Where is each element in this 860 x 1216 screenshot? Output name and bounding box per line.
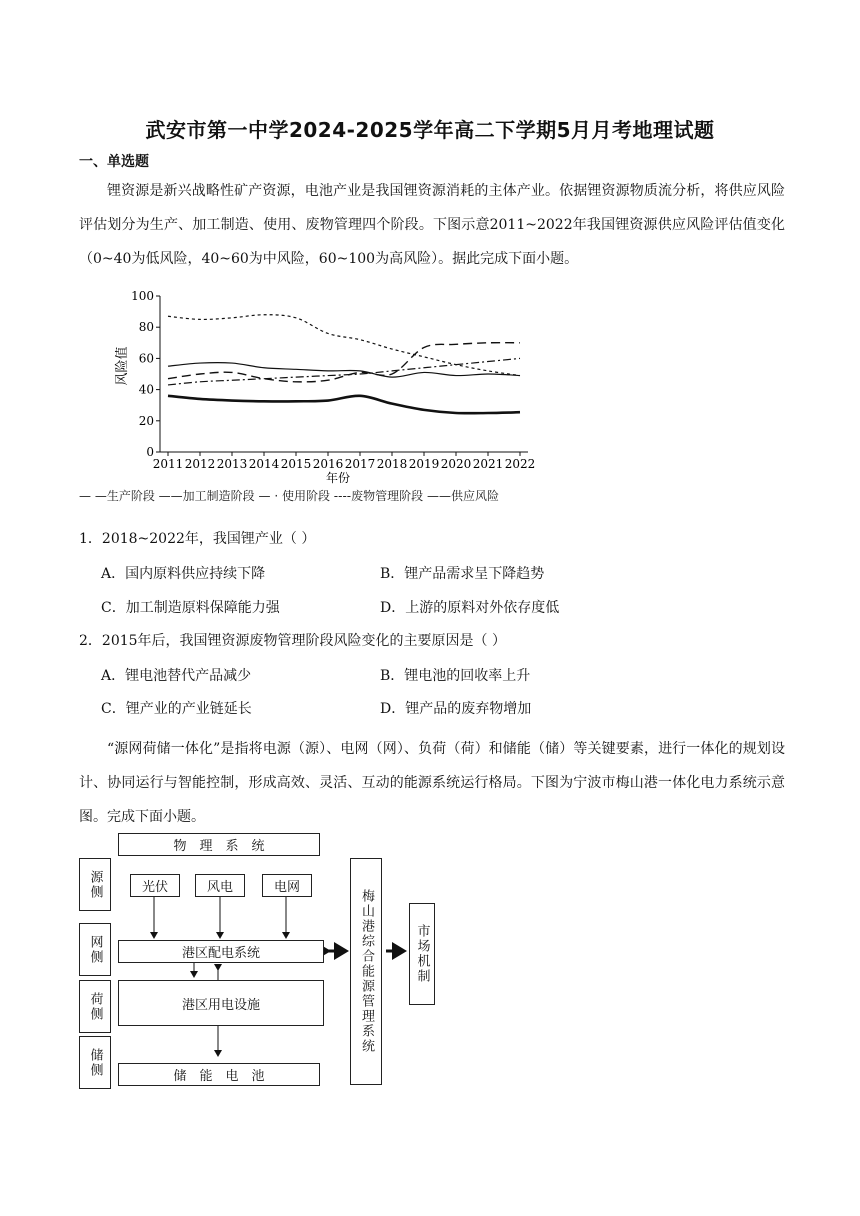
- distribution-box: 港区配电系统: [118, 940, 324, 963]
- storage-side-box: 储侧: [79, 1036, 111, 1089]
- market-mechanism-box: 市场机制: [409, 903, 435, 1005]
- x-tick-label: 2017: [344, 457, 376, 471]
- intro-paragraph-1: [79, 174, 785, 276]
- x-tick-label: 2021: [472, 457, 504, 471]
- source-side-box: 源侧: [79, 858, 111, 911]
- legend-production: — —生产阶段: [79, 489, 155, 503]
- y-tick-label: 80: [138, 320, 154, 335]
- facilities-box: 港区用电设施: [118, 980, 324, 1026]
- question-1-option-d: D．上游的原料对外依存度低: [380, 600, 560, 616]
- intro-paragraph-2: [79, 732, 785, 834]
- question-2-stem: 2．2015年后，我国锂资源废物管理阶段风险变化的主要原因是（ ）: [79, 633, 506, 649]
- page-title: 武安市第一中学2024-2025学年高二下学期5月月考地理试题: [145, 118, 715, 142]
- load-side-box: 荷侧: [79, 980, 111, 1033]
- management-system-box: 梅山港综合能源管理系统: [350, 858, 382, 1085]
- grid-box: 电网: [262, 874, 312, 897]
- question-1-stem: 1．2018~2022年，我国锂产业（ ）: [79, 531, 316, 547]
- pv-box: 光伏: [130, 874, 180, 897]
- wind-box: 风电: [195, 874, 245, 897]
- legend-supply-risk: ——供应风险: [426, 489, 499, 503]
- x-tick-label: 2019: [408, 457, 440, 471]
- question-1-option-a: A．国内原料供应持续下降: [101, 566, 266, 582]
- physical-system-box: 物 理 系 统: [118, 833, 320, 856]
- x-axis-label: 年份: [325, 471, 351, 484]
- question-2-option-c: C．锂产业的产业链延长: [101, 701, 252, 717]
- power-system-diagram: [76, 830, 456, 1090]
- legend-waste: ----废物管理阶段: [333, 489, 424, 503]
- series-line-waste: [168, 315, 520, 376]
- x-tick-label: 2018: [376, 457, 408, 471]
- x-tick-label: 2015: [280, 457, 312, 471]
- x-tick-label: 2013: [216, 457, 248, 471]
- intro-text-1: 锂资源是新兴战略性矿产资源，电池产业是我国锂资源消耗的主体产业。依据锂资源物质流分析，将供应风险评估划分为生产、加工制造、使用、废物管理四个阶段。下图示意2011~2022年我国锂资源供应风险评估值变化（0~40为低风险，40~60为中风险，60~100为高风险）。据此完成下面小题。: [79, 183, 785, 267]
- question-2-option-b: B．锂电池的回收率上升: [380, 668, 531, 684]
- risk-line-chart: [76, 284, 536, 484]
- question-1-option-b: B．锂产品需求呈下降趋势: [380, 566, 545, 582]
- series-line-processing: [168, 396, 520, 413]
- x-tick-label: 2016: [312, 457, 344, 471]
- y-tick-label: 0: [146, 445, 154, 459]
- legend-use: — · 使用阶段: [258, 489, 330, 503]
- y-tick-label: 100: [131, 289, 154, 303]
- grid-side-box: 网侧: [79, 923, 111, 976]
- x-tick-label: 2011: [152, 457, 184, 471]
- y-tick-label: 60: [138, 351, 154, 366]
- x-tick-label: 2014: [248, 457, 280, 471]
- y-tick-label: 20: [138, 413, 154, 428]
- intro-text-2: “源网荷储一体化”是指将电源（源）、电网（网）、负荷（荷）和储能（储）等关键要素，进行一体化的规划设计、协同运行与智能控制，形成高效、灵活、互动的能源系统运行格局。下图为宁波市梅山港一体化电力系统示意图。完成下面小题。: [79, 741, 785, 825]
- legend-processing: ——加工制造阶段: [158, 489, 255, 503]
- x-tick-label: 2022: [504, 457, 536, 471]
- question-2-option-d: D．锂产品的废弃物增加: [380, 701, 532, 717]
- x-tick-label: 2012: [184, 457, 216, 471]
- question-2-option-a: A．锂电池替代产品减少: [101, 668, 252, 684]
- section-heading: 一、单选题: [79, 154, 149, 170]
- question-1-option-c: C．加工制造原料保障能力强: [101, 600, 280, 616]
- y-axis-label: 风险值: [115, 346, 130, 386]
- y-tick-label: 40: [138, 382, 154, 397]
- chart-legend: [79, 487, 499, 504]
- x-tick-label: 2020: [440, 457, 472, 471]
- battery-box: 储 能 电 池: [118, 1063, 320, 1086]
